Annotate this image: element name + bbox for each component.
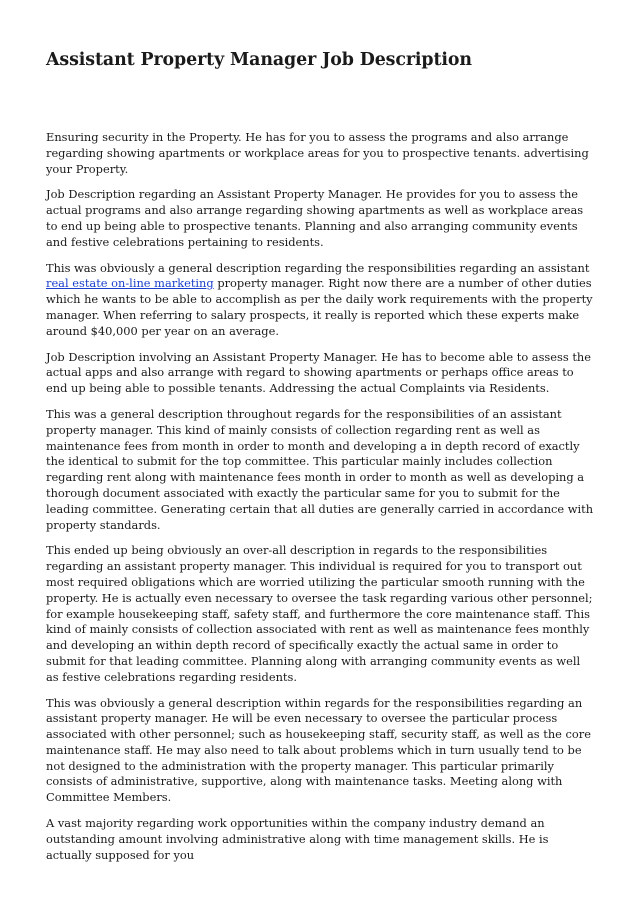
paragraph-3-text-before: This was obviously a general description regarding the responsibilities regarding an assistant — [46, 260, 590, 275]
real-estate-marketing-link[interactable]: real estate on-line marketing — [46, 276, 214, 291]
paragraph-8: A vast majority regarding work opportunities within the company industry demand an outstanding amount involving administrative along with time management skills. He is actually supposed for you — [46, 816, 549, 862]
paragraph-7: This was obviously a general description within regards for the responsibilities regarding an assistant property manager. He will be even necessary to oversee the particular process associated with other personnel; such as housekeeping staff, security staff, as well as the core maintenance staff. He may also need to talk about problems which in turn usually tend to be not designed to the administration with the property manager. This particular primarily consists of administrative, supportive, along with maintenance tasks. Meeting along with Committee Members. — [46, 695, 591, 805]
page-title: Assistant Property Manager Job Description — [46, 50, 472, 70]
paragraph-1: Ensuring security in the Property. He has for you to assess the programs and also arrange regarding showing apartments or workplace areas for you to prospective tenants. advertising your Property. — [46, 130, 589, 176]
document-body — [46, 130, 594, 873]
paragraph-3 — [46, 261, 594, 340]
paragraph-4: Job Description involving an Assistant Property Manager. He has to become able to assess the actual apps and also arrange with regard to showing apartments or perhaps office areas to end up being able to possible tenants. Addressing the actual Complaints via Residents. — [46, 349, 591, 396]
paragraph-2: Job Description regarding an Assistant Property Manager. He provides for you to assess the actual programs and also arrange regarding showing apartments as well as workplace areas to end up being able to prospective tenants. Planning and also arranging community events and festive celebrations pertaining to residents. — [46, 187, 584, 249]
paragraph-5: This was a general description throughout regards for the responsibilities of an assistant property manager. This kind of mainly consists of collection regarding rent as well as maintenance fees from month in order to month and developing a in depth record of exactly the identical to submit for the top committee. This particular mainly includes collection regarding rent along with maintenance fees month in order to month as well as developing a thorough document associated with exactly the particular same for you to submit for the leading committee. Generating certain that all duties are generally carried in accordance with property standards. — [46, 406, 594, 532]
paragraph-3-text-after: property manager. Right now there are a number of other duties which he wants to be able to accomplish as per the daily work requirements with the property manager. When referring to salary prospects, it really is reported which these experts make around $40,000 per year on an average. — [46, 276, 593, 338]
paragraph-6: This ended up being obviously an over-all description in regards to the responsibilities regarding an assistant property manager. This individual is required for you to transport out most required obligations which are worried utilizing the particular smooth running with the property. He is actually even necessary to oversee the task regarding various other personnel; for example housekeeping staff, safety staff, and furthermore the core maintenance staff. This kind of mainly consists of collection associated with rent as well as maintenance fees monthly and developing an within depth record of specifically exactly the actual same in order to submit for that leading committee. Planning along with arranging community events as well as festive celebrations regarding residents. — [46, 543, 593, 684]
